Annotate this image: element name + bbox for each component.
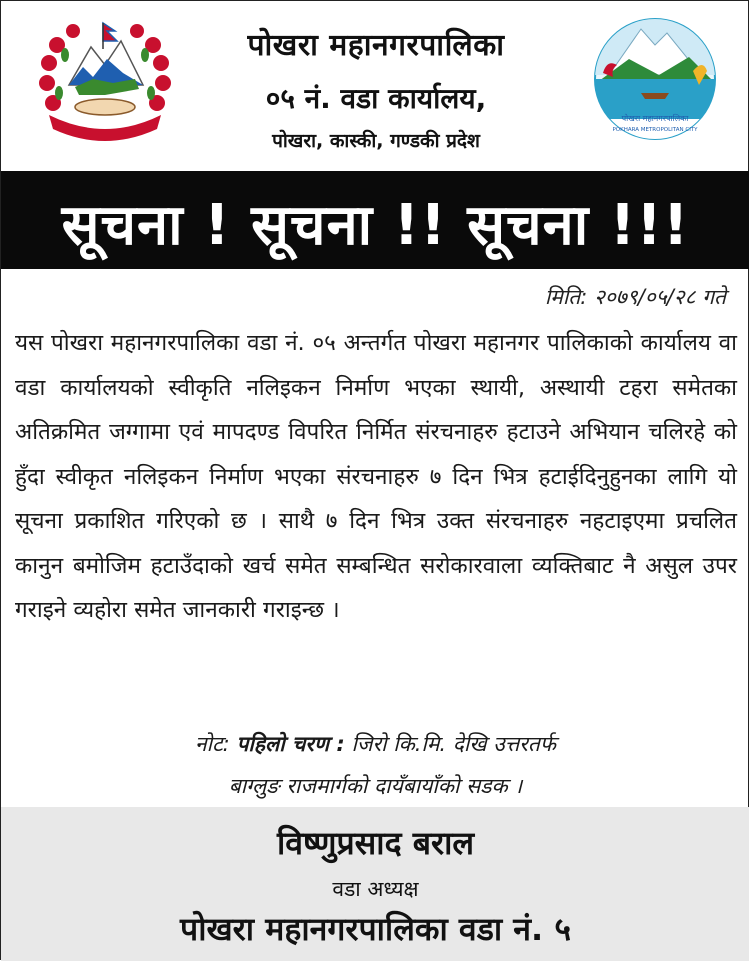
signature-block xyxy=(1,807,749,961)
city-logo-text-en: POKHARA METROPOLITAN CITY xyxy=(612,127,698,133)
signatory-name: विष्णुप्रसाद बराल xyxy=(276,824,475,862)
note-label: नोट: xyxy=(195,732,230,756)
pokhara-city-logo-icon xyxy=(589,15,721,145)
banner-heading: सूचना ! सूचना !! सूचना !!! xyxy=(61,193,690,258)
signatory-designation: वडा अध्यक्ष xyxy=(332,877,419,901)
org-name: पोखरा महानगरपालिका xyxy=(247,28,505,63)
ward-office-title: ०५ नं. वडा कार्यालय, xyxy=(265,82,487,115)
footer-org-name: पोखरा महानगरपालिका वडा नं. ५ xyxy=(180,910,571,948)
note-line-2: बाग्लुङ राजमार्गको दायँबायाँको सडक । xyxy=(228,774,523,798)
city-logo-text-np: पोखरा महानगरपालिका xyxy=(621,114,689,123)
note-line-1 xyxy=(1,723,749,765)
notice-header xyxy=(1,1,748,171)
note-detail-1: जिरो कि.मि. देखि उत्तरतर्फ xyxy=(351,732,556,756)
office-address: पोखरा, कास्की, गण्डकी प्रदेश xyxy=(272,130,480,152)
notice-body-text: यस पोखरा महानगरपालिका वडा नं. ०५ अन्तर्गत पोखरा महानगर पालिकाको कार्यालय वा वडा कार्यालयको स्वीकृति नलिइकन निर्माण भएका स्थायी, अस्थायी टहरा समेतका अतिक्रमित जग्गामा एवं मापदण्ड विपरित निर्मित संरचनाहरु हटाउने अभियान चलिरहे को हुँदा स्वीकृत नलिइकन निर्माण भएका संरचनाहरु ७ दिन भित्र हटाईदिनुहुनका लागि यो सूचना प्रकाशित गरिएको छ । साथै ७ दिन भित्र उक्त संरचनाहरु नहटाइएमा प्रचलित कानुन बमोजिम हटाउँदाको खर्च समेत सम्बन्धित सरोकारवाला व्यक्तिबाट नै असुल उपर गराइने व्यहोरा समेत जानकारी गराइन्छ । xyxy=(15,330,737,623)
notice-date: मिति: २०७९/०५/२८ गते xyxy=(544,285,726,309)
nepal-emblem-icon xyxy=(35,15,175,145)
notice-banner xyxy=(1,171,749,269)
note-phase: पहिलो चरण : xyxy=(236,732,345,756)
notice-note xyxy=(1,723,749,807)
